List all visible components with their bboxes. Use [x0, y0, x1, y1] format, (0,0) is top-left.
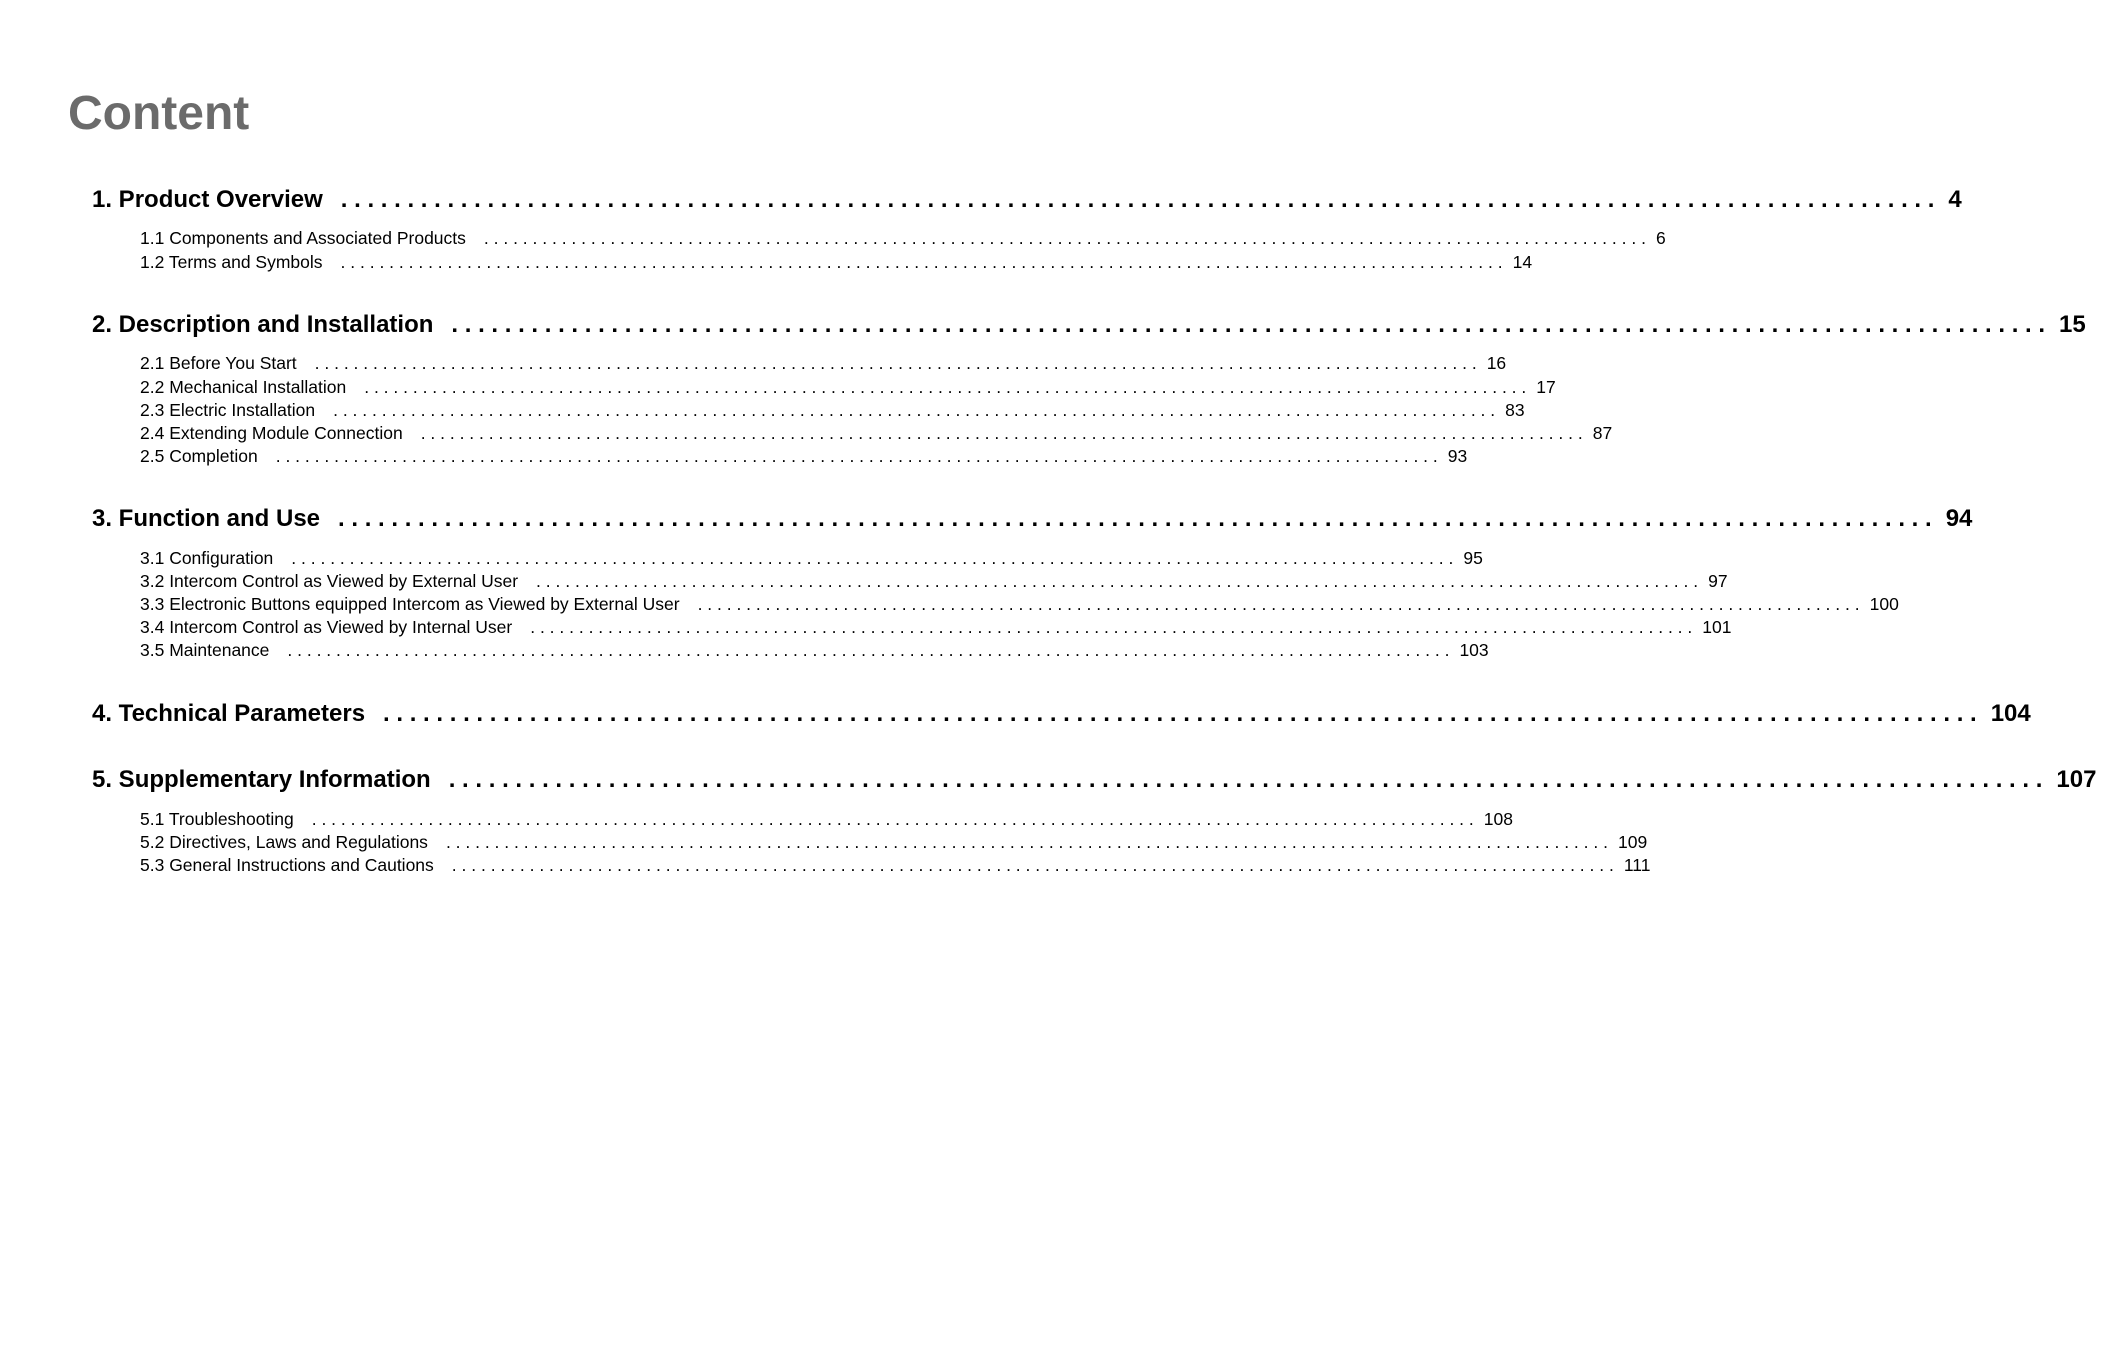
dot-leader: . . . . . . . . . . . . . . . . . . . . . . . . . . . . . . . . . . . . . . . . . . . . . . . . . . . . . . . . . . . . . . . . . . . . . . . . . . . . . . . . . . . . . . . . . . . . . . . . . . . . . . . . . . . . . . . . . . . . . . . . [483, 228, 1646, 248]
toc-chapter-4[interactable] [92, 700, 2031, 730]
toc-section-title: 2.1 Before You Start [140, 353, 297, 373]
toc-section-title: 3.1 Configuration [140, 548, 274, 568]
toc-section-title: 2.5 Completion [140, 446, 258, 466]
toc-page-number: 95 [1463, 548, 1483, 568]
dot-leader: . . . . . . . . . . . . . . . . . . . . . . . . . . . . . . . . . . . . . . . . . . . . . . . . . . . . . . . . . . . . . . . . . . . . . . . . . . . . . . . . . . . . . . . . . . . . . . . . . . . . . . . . . . . . . . . . . . . . . . . . [420, 423, 1583, 443]
toc-section-title: 2.2 Mechanical Installation [140, 377, 347, 397]
toc-section-title: 3.3 Electronic Buttons equipped Intercom as Viewed by External User [140, 594, 680, 614]
dot-leader: . . . . . . . . . . . . . . . . . . . . . . . . . . . . . . . . . . . . . . . . . . . . . . . . . . . . . . . . . . . . . . . . . . . . . . . . . . . . . . . . . . . . . . . . . . . . . . . . . . . . . . . . . . . . . . . . . . . . . . . . [275, 446, 1438, 466]
toc-page-number: 87 [1592, 423, 1613, 443]
toc-section-3-1[interactable] [140, 548, 1483, 570]
toc-section-title: 1.1 Components and Associated Products [140, 228, 466, 248]
toc-section-2-2[interactable] [140, 377, 1556, 399]
dot-leader: . . . . . . . . . . . . . . . . . . . . . . . . . . . . . . . . . . . . . . . . . . . . . . . . . . . . . . . . . . . . . . . . . . . . . . . . . . . . . . . . . . . . . . . . . . . . . . . . . . . . . . . . . . . . . . . . . . . . . . . . [445, 832, 1608, 852]
toc-section-2-3[interactable] [140, 400, 1525, 422]
dot-leader: . . . . . . . . . . . . . . . . . . . . . . . . . . . . . . . . . . . . . . . . . . . . . . . . . . . . . . . . . . . . . . . . . . . . . . . . . . . . . . . . . . . . . . . . . . . . . . . . . . . . . . . . . . . . . . . . . . . . . . . . [338, 505, 1932, 532]
toc-section-5-1[interactable] [140, 809, 1513, 831]
toc-section-title: 5.2 Directives, Laws and Regulations [140, 832, 428, 852]
toc-page-number: 15 [2059, 311, 2086, 338]
dot-leader: . . . . . . . . . . . . . . . . . . . . . . . . . . . . . . . . . . . . . . . . . . . . . . . . . . . . . . . . . . . . . . . . . . . . . . . . . . . . . . . . . . . . . . . . . . . . . . . . . . . . . . . . . . . . . . . . . . . . . . . . [340, 186, 1935, 213]
dot-leader: . . . . . . . . . . . . . . . . . . . . . . . . . . . . . . . . . . . . . . . . . . . . . . . . . . . . . . . . . . . . . . . . . . . . . . . . . . . . . . . . . . . . . . . . . . . . . . . . . . . . . . . . . . . . . . . . . . . . . . . . [311, 809, 1474, 829]
toc-page-number: 109 [1617, 832, 1648, 852]
toc-page-number: 17 [1536, 377, 1556, 397]
dot-leader: . . . . . . . . . . . . . . . . . . . . . . . . . . . . . . . . . . . . . . . . . . . . . . . . . . . . . . . . . . . . . . . . . . . . . . . . . . . . . . . . . . . . . . . . . . . . . . . . . . . . . . . . . . . . . . . . . . . . . . . . [383, 700, 1977, 727]
toc-page-number: 101 [1702, 617, 1732, 637]
toc-chapter-1[interactable] [92, 186, 1962, 216]
toc-chapter-title: 5. Supplementary Information [92, 766, 431, 793]
toc-section-1-2[interactable] [140, 252, 1533, 274]
toc-page-number: 97 [1708, 571, 1728, 591]
toc-chapter-title: 3. Function and Use [92, 505, 321, 532]
dot-leader: . . . . . . . . . . . . . . . . . . . . . . . . . . . . . . . . . . . . . . . . . . . . . . . . . . . . . . . . . . . . . . . . . . . . . . . . . . . . . . . . . . . . . . . . . . . . . . . . . . . . . . . . . . . . . . . . . . . . . . . . [333, 400, 1496, 420]
toc-section-3-2[interactable] [140, 571, 1728, 593]
dot-leader: . . . . . . . . . . . . . . . . . . . . . . . . . . . . . . . . . . . . . . . . . . . . . . . . . . . . . . . . . . . . . . . . . . . . . . . . . . . . . . . . . . . . . . . . . . . . . . . . . . . . . . . . . . . . . . . . . . . . . . . . [291, 548, 1454, 568]
dot-leader: . . . . . . . . . . . . . . . . . . . . . . . . . . . . . . . . . . . . . . . . . . . . . . . . . . . . . . . . . . . . . . . . . . . . . . . . . . . . . . . . . . . . . . . . . . . . . . . . . . . . . . . . . . . . . . . . . . . . . . . . [287, 640, 1450, 660]
toc-chapter-title: 4. Technical Parameters [92, 700, 366, 727]
toc-section-2-1[interactable] [140, 353, 1507, 375]
toc-page-number: 94 [1945, 505, 1973, 532]
toc-chapter-3[interactable] [92, 505, 1973, 535]
toc-section-title: 3.5 Maintenance [140, 640, 270, 660]
toc-chapter-title: 1. Product Overview [92, 186, 323, 213]
toc-page-number: 4 [1948, 186, 1962, 213]
toc-section-3-3[interactable] [140, 594, 1899, 616]
toc-section-title: 3.4 Intercom Control as Viewed by Internal User [140, 617, 513, 637]
dot-leader: . . . . . . . . . . . . . . . . . . . . . . . . . . . . . . . . . . . . . . . . . . . . . . . . . . . . . . . . . . . . . . . . . . . . . . . . . . . . . . . . . . . . . . . . . . . . . . . . . . . . . . . . . . . . . . . . . . . . . . . . [448, 766, 2043, 793]
toc-page-number: 111 [1623, 855, 1651, 875]
dot-leader: . . . . . . . . . . . . . . . . . . . . . . . . . . . . . . . . . . . . . . . . . . . . . . . . . . . . . . . . . . . . . . . . . . . . . . . . . . . . . . . . . . . . . . . . . . . . . . . . . . . . . . . . . . . . . . . . . . . . . . . . [697, 594, 1860, 614]
toc-page-number: 93 [1447, 446, 1468, 466]
toc-page-number: 14 [1512, 252, 1533, 272]
toc-chapter-title: 2. Description and Installation [92, 311, 434, 338]
toc-section-title: 3.2 Intercom Control as Viewed by External User [140, 571, 519, 591]
page-title: Content [68, 87, 250, 140]
dot-leader: . . . . . . . . . . . . . . . . . . . . . . . . . . . . . . . . . . . . . . . . . . . . . . . . . . . . . . . . . . . . . . . . . . . . . . . . . . . . . . . . . . . . . . . . . . . . . . . . . . . . . . . . . . . . . . . . . . . . . . . . [314, 353, 1477, 373]
toc-section-title: 2.3 Electric Installation [140, 400, 316, 420]
toc-page-number: 107 [2056, 766, 2097, 793]
toc-section-5-2[interactable] [140, 832, 1648, 854]
toc-section-title: 5.1 Troubleshooting [140, 809, 294, 829]
toc-section-1-1[interactable] [140, 228, 1666, 250]
dot-leader: . . . . . . . . . . . . . . . . . . . . . . . . . . . . . . . . . . . . . . . . . . . . . . . . . . . . . . . . . . . . . . . . . . . . . . . . . . . . . . . . . . . . . . . . . . . . . . . . . . . . . . . . . . . . . . . . . . . . . . . . [340, 252, 1503, 272]
toc-page-number: 108 [1483, 809, 1513, 829]
toc-page-number: 103 [1459, 640, 1489, 660]
dot-leader: . . . . . . . . . . . . . . . . . . . . . . . . . . . . . . . . . . . . . . . . . . . . . . . . . . . . . . . . . . . . . . . . . . . . . . . . . . . . . . . . . . . . . . . . . . . . . . . . . . . . . . . . . . . . . . . . . . . . . . . . [451, 855, 1614, 875]
toc-section-title: 5.3 General Instructions and Cautions [140, 855, 434, 875]
toc-chapter-5[interactable] [92, 766, 2097, 796]
toc-section-5-3[interactable] [140, 855, 1651, 877]
toc-page-number: 100 [1869, 594, 1899, 614]
toc-section-3-5[interactable] [140, 640, 1489, 662]
toc-page-number: 6 [1655, 228, 1666, 248]
toc-section-3-4[interactable] [140, 617, 1732, 639]
toc-page-number: 104 [1990, 700, 2031, 727]
toc-chapter-2[interactable] [92, 311, 2086, 341]
dot-leader: . . . . . . . . . . . . . . . . . . . . . . . . . . . . . . . . . . . . . . . . . . . . . . . . . . . . . . . . . . . . . . . . . . . . . . . . . . . . . . . . . . . . . . . . . . . . . . . . . . . . . . . . . . . . . . . . . . . . . . . . [451, 311, 2046, 338]
dot-leader: . . . . . . . . . . . . . . . . . . . . . . . . . . . . . . . . . . . . . . . . . . . . . . . . . . . . . . . . . . . . . . . . . . . . . . . . . . . . . . . . . . . . . . . . . . . . . . . . . . . . . . . . . . . . . . . . . . . . . . . . [530, 617, 1693, 637]
toc-page-number: 16 [1486, 353, 1507, 373]
toc-section-2-5[interactable] [140, 446, 1468, 468]
toc-page-number: 83 [1505, 400, 1525, 420]
toc-section-2-4[interactable] [140, 423, 1613, 445]
dot-leader: . . . . . . . . . . . . . . . . . . . . . . . . . . . . . . . . . . . . . . . . . . . . . . . . . . . . . . . . . . . . . . . . . . . . . . . . . . . . . . . . . . . . . . . . . . . . . . . . . . . . . . . . . . . . . . . . . . . . . . . . [364, 377, 1527, 397]
toc-section-title: 2.4 Extending Module Connection [140, 423, 403, 443]
toc-section-title: 1.2 Terms and Symbols [140, 252, 323, 272]
dot-leader: . . . . . . . . . . . . . . . . . . . . . . . . . . . . . . . . . . . . . . . . . . . . . . . . . . . . . . . . . . . . . . . . . . . . . . . . . . . . . . . . . . . . . . . . . . . . . . . . . . . . . . . . . . . . . . . . . . . . . . . . [536, 571, 1699, 591]
